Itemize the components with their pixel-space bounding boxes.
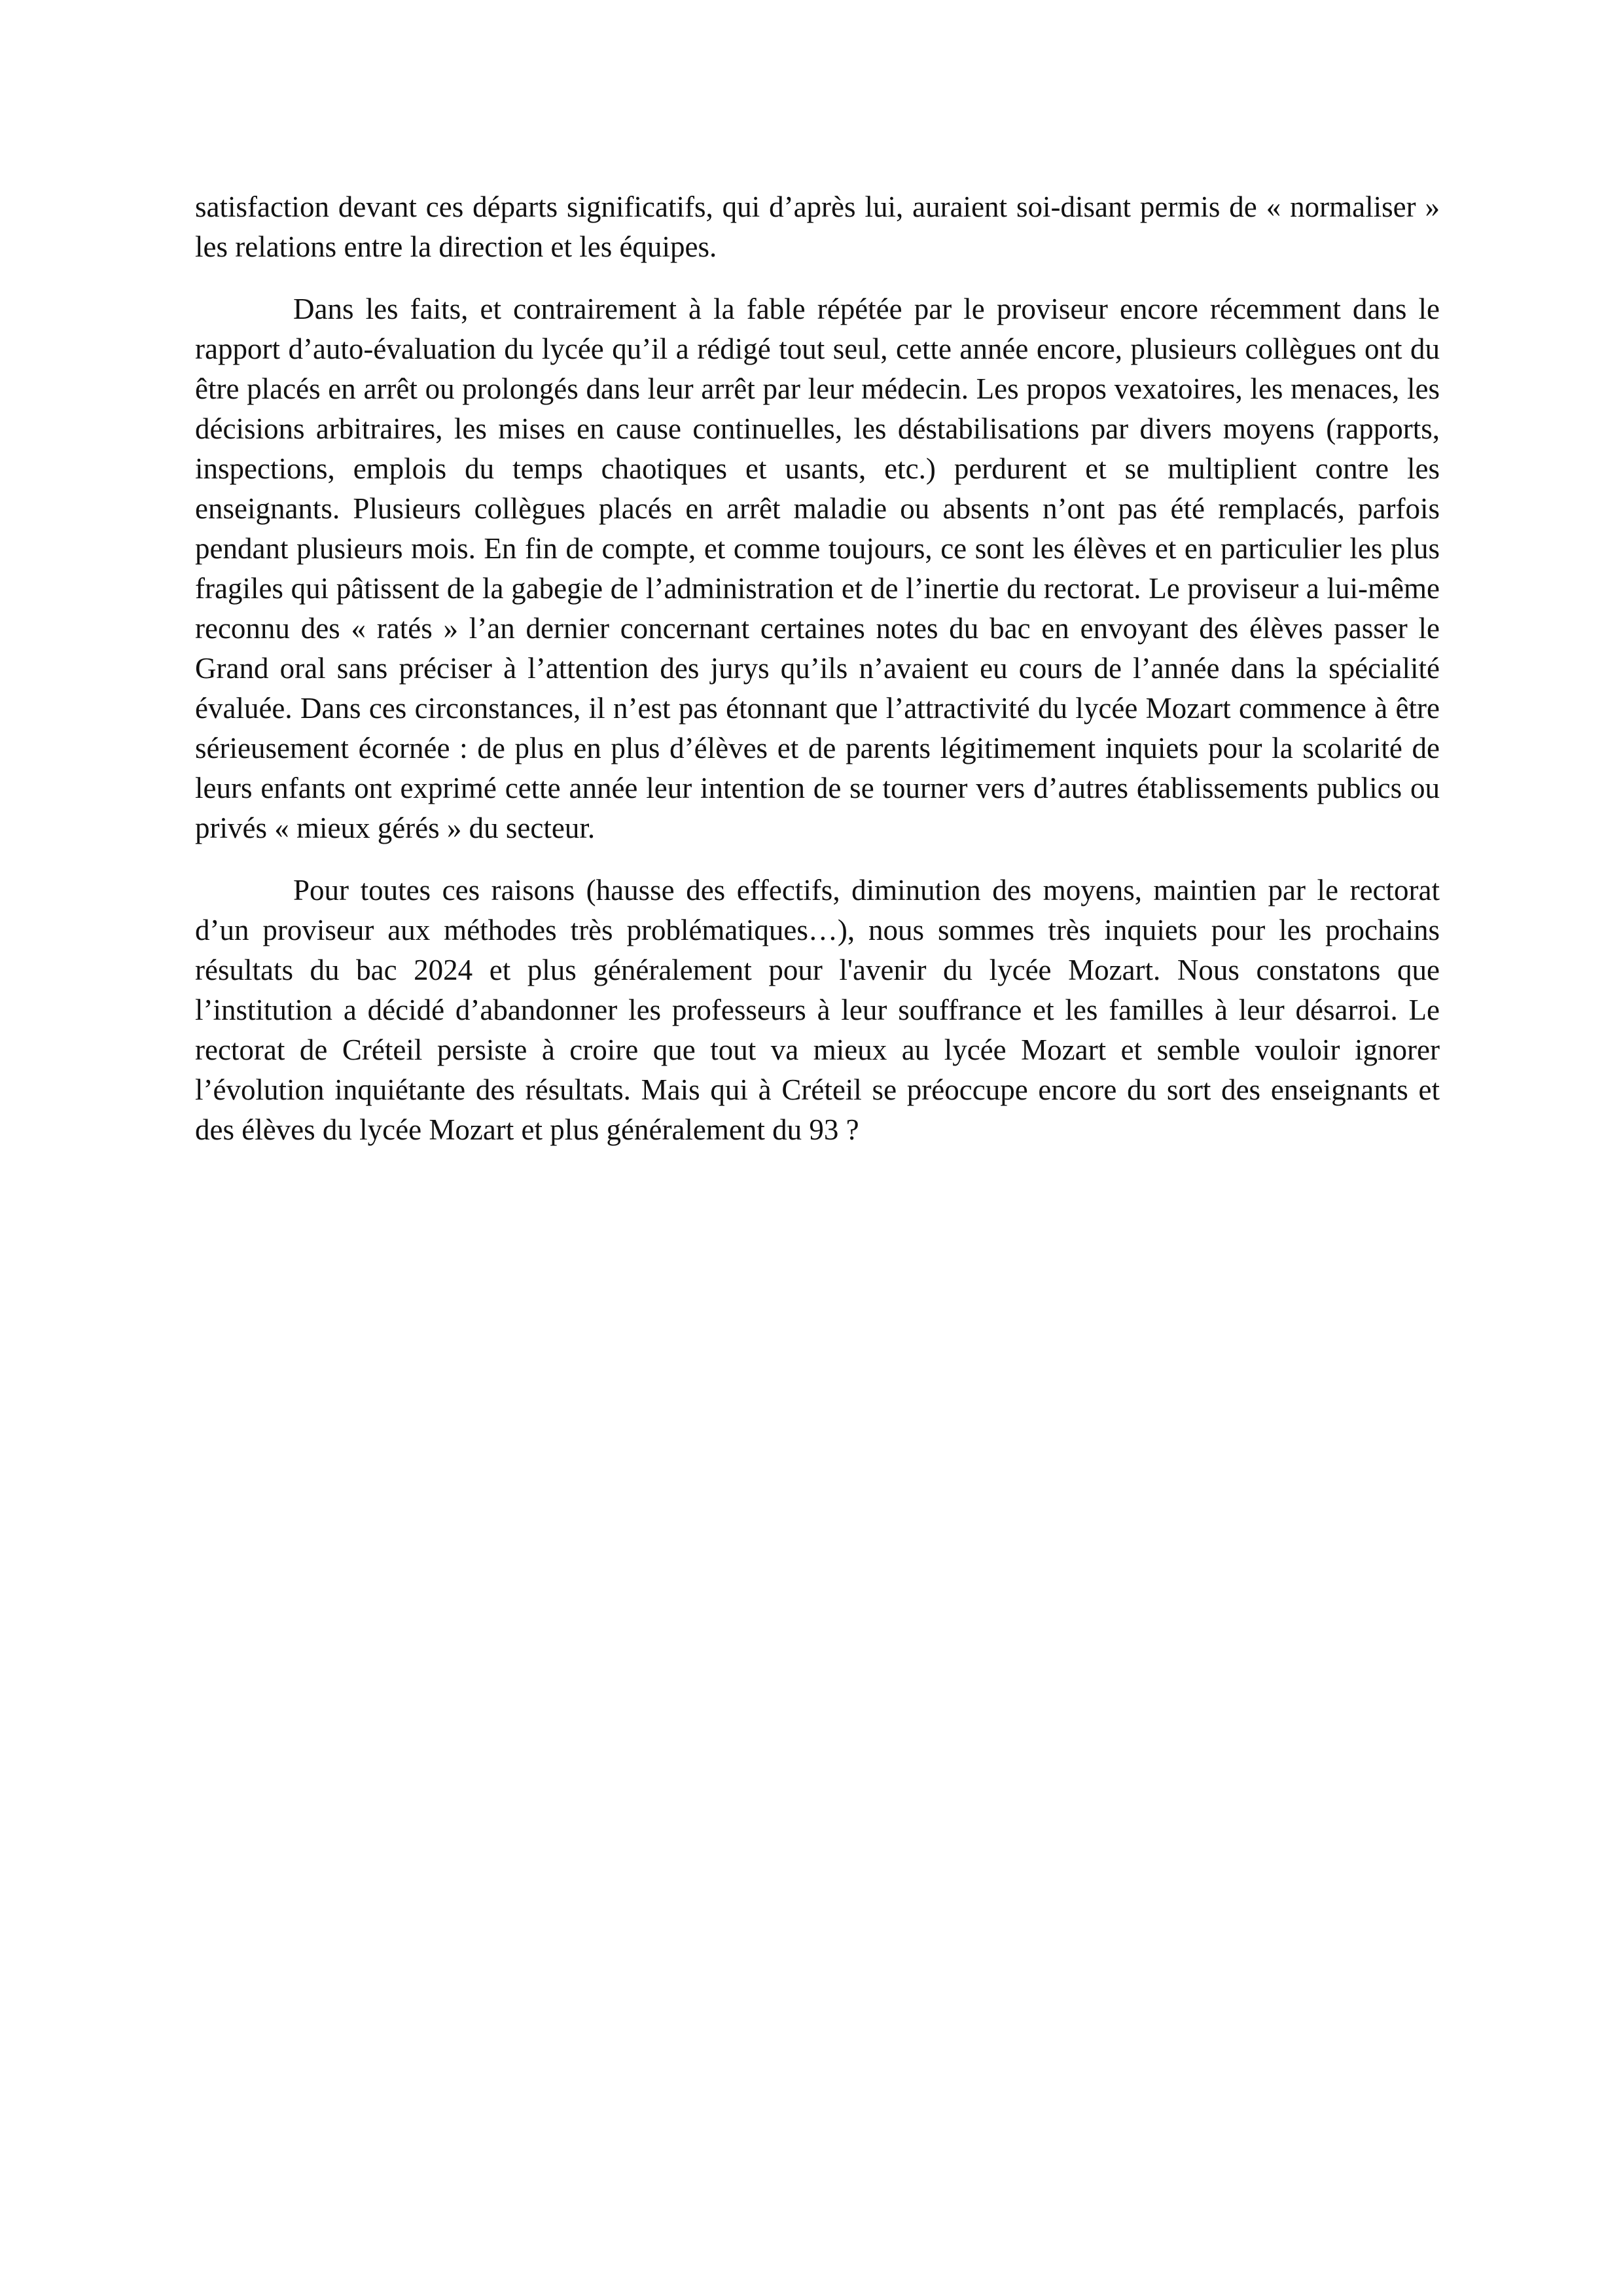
paragraph-facts: Dans les faits, et contrairement à la fable répétée par le proviseur encore récemment dans le rapport d’auto-évaluation du lycée qu’il a rédigé tout seul, cette année encore, plusieurs collègues ont du être placés en arrêt ou prolongés dans leur arrêt par leur médecin. Les propos vexatoires, les menaces, les décisions arbitraires, les mises en cause continuelles, les déstabilisations par divers moyens (rapports, inspections, emplois du temps chaotiques et usants, etc.) perdurent et se multiplient contre les enseignants. Plusieurs collègues placés en arrêt maladie ou absents n’ont pas été remplacés, parfois pendant plusieurs mois. En fin de compte, et comme toujours, ce sont les élèves et en particulier les plus fragiles qui pâtissent de la gabegie de l’administration et de l’inertie du rectorat. Le proviseur a lui-même reconnu des « ratés » l’an dernier concernant certaines notes du bac en envoyant des élèves passer le Grand oral sans préciser à l’attention des jurys qu’ils n’avaient eu cours de l’année dans la spécialité évaluée. Dans ces circonstances, il n’est pas étonnant que l’attractivité du lycée Mozart commence à être sérieusement écornée : de plus en plus d’élèves et de parents légitimement inquiets pour la scolarité de leurs enfants ont exprimé cette année leur intention de se tourner vers d’autres établissements publics ou privés « mieux gérés » du secteur. <box>195 293 1440 844</box>
document-body <box>195 187 1440 1172</box>
paragraph-conclusion: Pour toutes ces raisons (hausse des effectifs, diminution des moyens, maintien par le rectorat d’un proviseur aux méthodes très problématiques…), nous sommes très inquiets pour les prochains résultats du bac 2024 et plus généralement pour l'avenir du lycée Mozart. Nous constatons que l’institution a décidé d’abandonner les professeurs à leur souffrance et les familles à leur désarroi. Le rectorat de Créteil persiste à croire que tout va mieux au lycée Mozart et semble vouloir ignorer l’évolution inquiétante des résultats. Mais qui à Créteil se préoccupe encore du sort des enseignants et des élèves du lycée Mozart et plus généralement du 93 ? <box>195 874 1440 1146</box>
paragraph-continuation: satisfaction devant ces départs significatifs, qui d’après lui, auraient soi-disant permis de « normaliser » les relations entre la direction et les équipes. <box>195 190 1440 263</box>
